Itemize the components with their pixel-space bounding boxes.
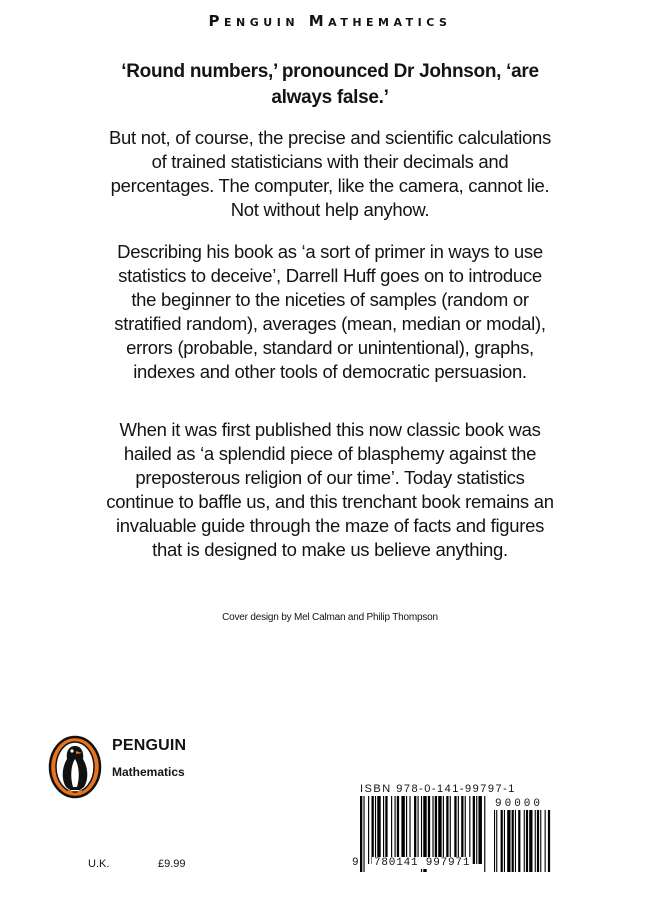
cover-credit: Cover design by Mel Calman and Philip Thompson	[222, 612, 438, 623]
blurb-paragraph-1: But not, of course, the precise and scientific calculations of trained statisticians with their decimals and percentages. The computer, like the camera, cannot lie. Not without help anyhow.	[109, 127, 551, 220]
price-region: U.K.	[88, 858, 110, 870]
isbn-label: ISBN 978-0-141-99797-1	[360, 783, 516, 795]
publisher-name: PENGUIN	[112, 737, 187, 754]
pull-quote: ‘Round numbers,’ pronounced Dr Johnson, ‘are always false.’	[121, 61, 539, 108]
penguin-logo-icon	[48, 735, 102, 799]
price: £9.99	[158, 858, 186, 870]
barcode-addon-digits: 90000	[495, 798, 544, 810]
blurb-paragraph-2: Describing his book as ‘a sort of primer in ways to use statistics to deceive’, Darrell Huff goes on to introduce the beginner to the niceties of samples (random or stratified random), averages (mean, median or modal), errors (probable, standard or unintentional), graphs, indexes and other tools of democratic persuasion.	[114, 241, 546, 382]
barcode-first-digit: 9	[352, 857, 359, 869]
barcode-digits: 780141 997971	[374, 857, 471, 869]
blurb-paragraph-3: When it was first published this now classic book was hailed as ‘a splendid piece of blasphemy against the preposterous religion of our time’. Today statistics continue to baffle us, and this trenchant book remains an invaluable guide through the maze of facts and figures that is designed to make us believe anything.	[106, 419, 554, 560]
publisher-imprint: Mathematics	[112, 765, 185, 779]
series-title: Penguin Mathematics	[208, 12, 452, 30]
